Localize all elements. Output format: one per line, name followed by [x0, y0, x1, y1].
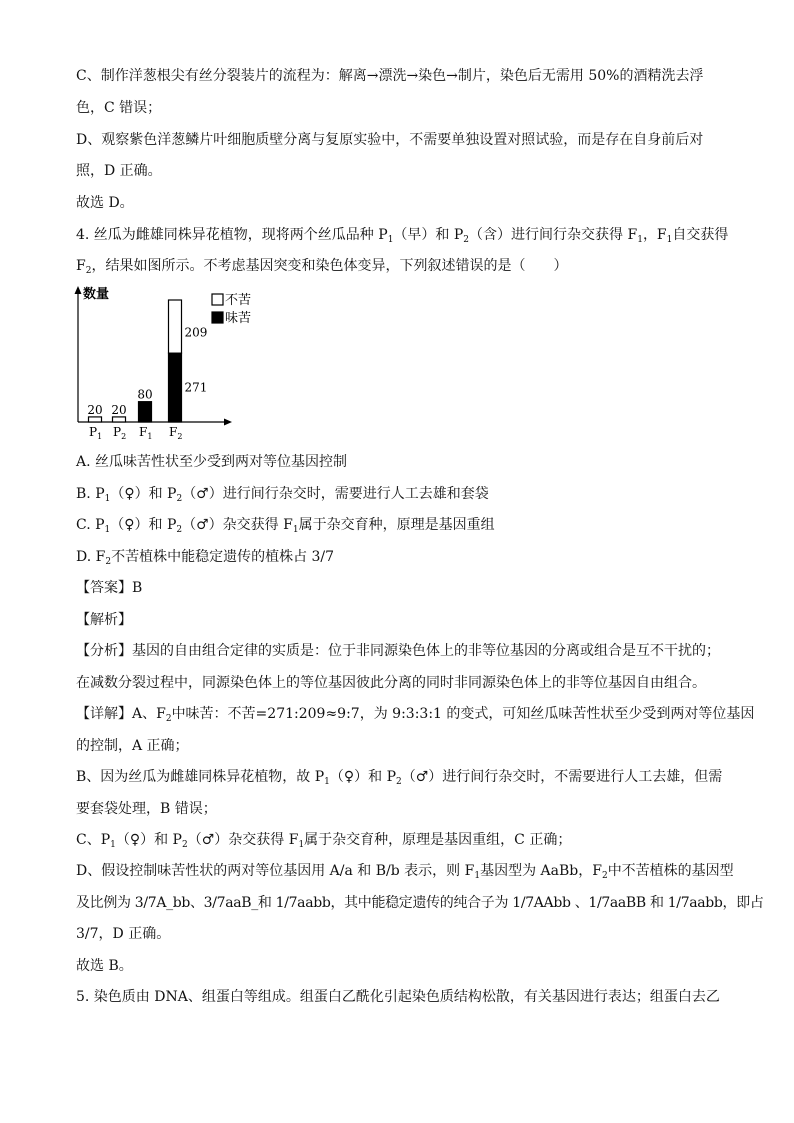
- text-line: C、$P_1(♀)$和 $P_2(♂)$杂交获得 $F_1$属于杂交育种，原理是基因重组，C 正确；: [76, 832, 572, 850]
- text-line: 照，D 正确。: [76, 163, 162, 179]
- text-line: D、假设控制味苦性状的两对等位基因用 A/a 和 B/b 表示，则 $F_1$基因型为 AaBb，$F_2$中不苦植株的基因型: [76, 863, 734, 881]
- data-label: 20: [87, 402, 103, 417]
- y-axis-arrow: [75, 286, 82, 294]
- text-line: B、因为丝瓜为雌雄同株异花植物，故 $P_1(♀)$和 $P_2(♂)$进行间行杂交时，不需要进行人工去雄，但需: [76, 769, 723, 787]
- legend-label-bitter: 味苦: [225, 311, 252, 326]
- option-d: D. $F_2$不苦植株中能稳定遗传的植株占 3/7: [76, 549, 335, 567]
- x-tick-label: $F_2$: [169, 425, 183, 441]
- text-line: 要套袋处理，B 错误；: [76, 801, 217, 817]
- bar-P1-not-bitter: [89, 417, 102, 422]
- option-b: B. $P_1(♀)$和 $P_2(♂)$进行间行杂交时，需要进行人工去雄和套袋: [76, 486, 489, 504]
- text-line: 故选 D。: [76, 195, 134, 211]
- text-line: 故选 B。: [76, 958, 133, 974]
- y-axis-label: 数量: [83, 287, 110, 302]
- text-line: 色，C 错误；: [76, 100, 162, 116]
- x-tick-label: $F_1$: [139, 425, 153, 441]
- bar-F2-not-bitter: [169, 300, 182, 353]
- data-label: 80: [137, 387, 153, 402]
- bar-P2-not-bitter: [113, 417, 126, 422]
- text-line: 3/7，D 正确。: [76, 926, 171, 942]
- question-5-stem: 5. 染色质由 DNA、组蛋白等组成。组蛋白乙酰化引起染色质结构松散，有关基因进行表达；组蛋白去乙: [76, 989, 720, 1005]
- legend-swatch-bitter: [212, 312, 223, 323]
- text-line: D、观察紫色洋葱鳞片叶细胞质壁分离与复原实验中，不需要单独设置对照试验，而是存在自身前后对: [76, 132, 704, 148]
- question-4-stem-cont: $F_2$，结果如图所示。不考虑基因突变和染色体变异，下列叙述错误的是（ ）: [76, 258, 568, 276]
- bar-chart: [64, 284, 274, 442]
- option-a: A. 丝瓜味苦性状至少受到两对等位基因控制: [76, 454, 348, 470]
- data-label: 209: [184, 325, 208, 340]
- text-line: C、制作洋葱根尖有丝分裂装片的流程为：解离→漂洗→染色→制片，染色后无需用 50%的酒精洗去浮: [76, 68, 704, 84]
- text-line: 的控制，A 正确；: [76, 738, 189, 754]
- text-line: 【分析】基因的自由组合定律的实质是：位于非同源染色体上的非等位基因的分离或组合是互不干扰的；: [76, 643, 720, 659]
- analysis-heading: 【解析】: [76, 612, 132, 628]
- question-4-stem: 4. 丝瓜为雌雄同株异花植物，现将两个丝瓜品种 $P_1$（早）和 $P_2$（含）进行间行杂交获得 $F_1$，$F_1$自交获得: [76, 227, 729, 245]
- text-line: 及比例为 3/7A_bb、3/7aaB_和 1/7aabb，其中能稳定遗传的纯合子为 1/7AAbb 、1/7aaBB 和 1/7aabb，即占: [76, 895, 764, 911]
- legend-swatch-not-bitter: [212, 294, 223, 305]
- option-c: C. $P_1(♀)$和 $P_2(♂)$杂交获得 $F_1$属于杂交育种，原理是基因重组: [76, 517, 495, 535]
- x-tick-label: $P_1$: [89, 425, 103, 441]
- data-label: 20: [111, 402, 127, 417]
- bar-F1-bitter: [139, 402, 152, 422]
- x-tick-label: $P_2$: [113, 425, 127, 441]
- bar-F2-bitter: [169, 353, 182, 422]
- text-line: 【详解】A、$F_2$中味苦：不苦=271:209≈9:7，为 9:3:3:1 的变式，可知丝瓜味苦性状至少受到两对等位基因: [76, 706, 755, 724]
- answer-line: 【答案】B: [76, 580, 143, 596]
- text-line: 在减数分裂过程中，同源染色体上的等位基因彼此分离的同时非同源染色体上的非等位基因自由组合。: [76, 675, 706, 691]
- data-label: 271: [184, 380, 208, 395]
- legend-label-not-bitter: 不苦: [225, 293, 252, 308]
- x-axis-arrow: [224, 419, 232, 426]
